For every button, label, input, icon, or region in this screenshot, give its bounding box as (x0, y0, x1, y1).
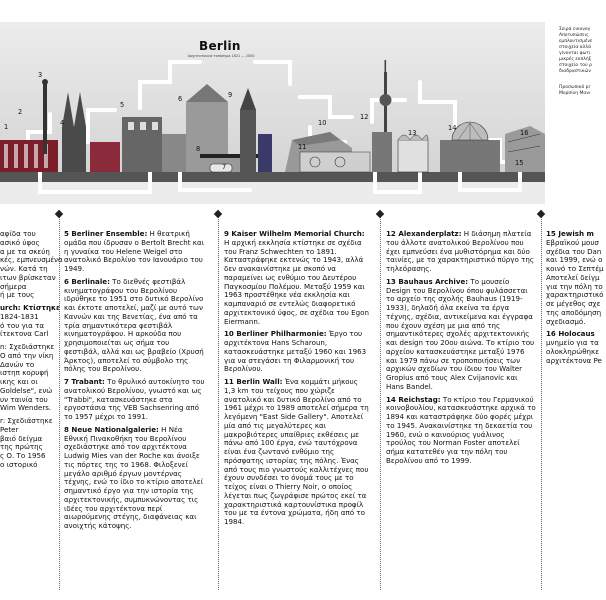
text-line: ο ιστορικό (0, 459, 38, 469)
divider-marker-icon (55, 210, 63, 218)
entry-heading: 14 Reichstag: (386, 394, 441, 404)
text-line: Ο από την νίκη (0, 350, 54, 360)
text-line: σχεδιασμό. (546, 316, 586, 326)
entry-berlin-wall (224, 378, 371, 527)
column-divider (59, 210, 60, 590)
entry-body: Το θρυλικό αυτοκίνητο του ανατολικού Βερολίνου, γνωστό και ως "Trabbi", κατασκευάστηκε στα εργοστάσια της VEB Sachsenring από το 1957 μέχρι το 1991. (64, 377, 205, 421)
side-note-line: μικρές εκπλήξ (559, 57, 592, 62)
side-note-line: στοιχεία αλλά (559, 45, 592, 50)
text-column-cropped-right (546, 230, 606, 365)
text-line: αφίδα του (0, 229, 36, 238)
text-line: της πρώτης (0, 442, 43, 452)
entry-body: Έργο του αρχιτέκτονα Hans Scharoun, κατασκευάστηκε μεταξύ 1960 και 1963 για να στεγάσει τη Φιλαρμονική του Βερολίνου. (224, 329, 367, 374)
text-line: ίτεκτονα Carl (0, 329, 49, 339)
text-line: ασικό ύφος (0, 237, 40, 247)
text-line: ικης και οι (0, 377, 38, 386)
text-line: ολοκληρώθηκε (546, 346, 600, 356)
entry-neue-nationalgalerie (64, 426, 205, 531)
marker-number: 8 (196, 145, 201, 153)
column-divider (218, 210, 219, 590)
entry-heading: 6 Berlinale: (64, 276, 110, 286)
text-column-1 (64, 230, 205, 535)
entry-heading: 13 Bauhaus Archive: (386, 276, 469, 286)
side-note-credit: Προσωπικό pr (559, 85, 591, 90)
text-line: αρχιτέκτονα Pe (546, 355, 602, 365)
side-note-line: διαδραστικών (559, 69, 591, 74)
illustration-title: Berlin (199, 39, 241, 53)
entry-bauhaus-archive (386, 278, 536, 392)
entry-berliner-philharmonie (224, 330, 371, 374)
text-column-2 (224, 230, 371, 531)
marker-number: 11 (298, 143, 307, 151)
entry-body: Ένα κομμάτι μήκους 1,3 km του τείχους που χώριζε ανατολικό και δυτικό Βερολίνο από το 1961 μέχρι το 1989 αποτελεί σήμερα τη λεγόμενη "East Side Gallery". Αποτελεί μία από τις μεγαλύτερες και μακροβιότερες υπαίθριες εκθέσεις με πάνω από 100 έργα, ενώ ταυτόχρονα είναι ένα ζωντανό ενθύμιο της πρόσφατης ιστορίας της πόλης. Ένας από τους πιο γνωστούς καλλιτέχνες που έχουν συνδέσει το όνομά τους με το τείχος είναι ο Thierry Noir, ο οποίος λέγεται πως ζωγράφισε πρώτος εκεί τα χαρακτηριστικά καρτουνίστικα προφίλ του με τα έντονα χρώματα, ήδη από το 1984. (224, 377, 369, 526)
text-line: και 1999, ενώ ο (546, 255, 603, 265)
skyline-drawing (0, 22, 545, 204)
side-note-credit: Μυρσίνη Μανι (559, 91, 591, 96)
entry-body: Η διάσημη πλατεία του άλλοτε ανατολικού Βερολίνου που έχει εμπνεύσει ένα μυθιστόρημα και δύο ταινίες, με το χαρακτηριστικό πύργο της τηλεόρασης. (386, 229, 535, 273)
entry-body: Η Νέα Εθνική Πινακοθήκη του Βερολίνου σχεδιάστηκε από τον αρχιτέκτονα Ludwig Mies van der Roche και άνοιξε τις πόρτες της το 1968. Φιλοξενεί μεγάλο αριθμό έργων μοντέρνας τέχνης, ενώ το ίδιο το κτίριο αποτελεί σημαντικό έργο για την ιστορία της αρχιτεκτονικής, συμπυκνώνοντας τις ιδέες του αρχιτέκτονα περί αιωρούμενης στέγης, διαφάνειας και ανοιχτής κάτοψης. (64, 424, 203, 530)
marker-number: 6 (178, 95, 183, 103)
text-line: 1824-1831 (0, 311, 39, 321)
entry-body: Το μουσείο Design του Βερολίνου όπου φυλάσσεται το αρχείο της σχολής Bauhaus (1919-1933), δηλαδή όλα εκείνα τα έργα τέχνης, σχέδια, αντικείμενα και έγγραφα που έχουν σχέση με μια από της σημαντικότερες σχολές αρχιτεκτονικής και design του 20ου αιώνα. Το κτίριο του αρχείου κατασκευάστηκε μεταξύ 1976 και 1979 πάνω σε τροποποιήσεις των αρχικών σχεδίων του ίδιου του Walter Gropius από τους Alex Cvijanovic και Hans Bandel. (386, 276, 535, 391)
illustration-subtitle: Αρχιτεκτονικά τοπόσημα 1821 — 2000 (187, 54, 255, 58)
entry-alexanderplatz (386, 230, 536, 274)
text-line: n: Σχεδιάστηκε (0, 342, 55, 351)
divider-marker-icon (537, 210, 545, 218)
entry-reichstag (386, 396, 536, 466)
divider-marker-icon (376, 210, 384, 218)
text-line: Δανών το (0, 359, 35, 369)
marker-number: 7 (222, 163, 227, 171)
text-line: σε μέγεθος σχε (546, 299, 601, 308)
text-line: Goldelse", ενώ (0, 385, 53, 395)
text-line: της αποδόμηση (546, 307, 602, 317)
side-note-line: εμπλουτισμένε (559, 39, 593, 44)
text-line: ιτων βρίσκεταν (0, 272, 56, 282)
text-line: για την πόλη το (546, 281, 603, 291)
column-divider (541, 210, 542, 590)
entry-berliner-ensemble (64, 230, 205, 274)
text-line: Αποτελεί δείγμ (546, 272, 600, 282)
text-line: νών. Κατά τη (0, 264, 48, 273)
text-line: σχέδια του Dan (546, 246, 602, 256)
text-line: σήμερα (0, 281, 27, 291)
entry-berlinale (64, 278, 205, 374)
entry-heading: 9 Kaiser Wilhelm Memorial Church: (224, 229, 365, 238)
side-note-line: Σειρά εικονογ (559, 27, 591, 32)
text-line: ς Ο. Το 1956 (0, 451, 46, 460)
entry-heading: 8 Neue Nationalgalerie: (64, 424, 159, 434)
entry-body: Το διεθνές φεστιβάλ κινηματογράφου του Βερολίνου ιδρύθηκε το 1951 στο δυτικό Βερολίνο και έκτοτε αποτελεί, μαζί με αυτό των Καννών και της Βενετίας, ένα από τα τρία σημαντικότερα φεστιβάλ κινηματογράφου. Η αρκούδα που χρησιμοποιείται ως σήμα του φεστιβάλ, αλλά και ως βραβείο (Χρυσή Άρκτος), αποτελεί το σύμβολο της πόλης του Βερολίνου. (64, 276, 204, 374)
entry-heading: 16 Holocaus (546, 329, 595, 339)
entry-heading: 10 Berliner Philharmonie: (224, 329, 327, 339)
side-note-line: Αποτυπώσεις (559, 33, 589, 38)
entry-heading: 12 Alexanderplatz: (386, 229, 462, 238)
text-line: βαιό δείγμα (0, 433, 43, 443)
entry-trabant (64, 378, 205, 422)
marker-number: 3 (38, 71, 43, 79)
text-line: κοινό το Σεπτέμ (546, 264, 604, 273)
text-line: Wim Wenders. (0, 403, 52, 413)
side-note-line: γίνονται φωτι (559, 51, 591, 56)
berlin-skyline-illustration (0, 22, 545, 204)
text-line: ό του για τα (0, 320, 45, 330)
text-column-3 (386, 230, 536, 470)
marker-number: 9 (228, 91, 233, 99)
marker-number: 13 (408, 129, 417, 137)
side-note-line: στοιχείο του ρ (559, 63, 592, 68)
text-line: χαρακτηριστικό (546, 290, 604, 300)
entry-fragment (0, 417, 52, 470)
text-column-cropped-left (0, 229, 63, 470)
marker-number: 15 (515, 159, 524, 167)
marker-number: 12 (360, 113, 369, 121)
marker-number: 5 (120, 101, 125, 109)
entry-fragment (0, 342, 55, 413)
entry-fragment (0, 303, 60, 339)
text-line: α με τα σκεύη (0, 246, 50, 256)
text-line: υν ταινία του (0, 394, 48, 404)
text-line: Peter (0, 424, 19, 434)
text-line: ή με τους (0, 290, 35, 300)
entry-heading: 7 Trabant: (64, 377, 105, 386)
entry-body: Το κτίριο του Γερμανικού κοινοβουλίου, κατασκευάστηκε αρχικά το 1894 και καταστράφηκε δύο φορές μέχρι το 1945. Ανακαινίστηκε τη δεκαετία του 1960, ενώ ο καινούριος γυάλινος τρούλος του Norman Foster αποτελεί σήμα κατατεθέν για την πόλη του Βερολίνου από το 1999. (386, 394, 536, 465)
marker-number: 16 (520, 129, 529, 137)
text-line: μνημείο για τα (546, 338, 599, 347)
text-line: ιστηπ κορυφή (0, 368, 49, 378)
text-line: urch: Κτίστηκε (0, 303, 60, 312)
entry-fragment (0, 229, 63, 300)
entry-body: Η αρχική εκκλησία κτίστηκε σε σχέδια του Franz Schwechten το 1891. Καταστράφηκε εκτενώς το 1943, αλλά δεν ανακαινίστηκε με σκοπό να παραμείνει ως ενθύμιο του Δευτέρου Παγκοσμίου Πολέμου. Μεταξύ 1959 και 1963 προστέθηκε νέα εκκλησία και καμπαναριό σε εντελώς διαφορετικό αρχιτεκτονικό ύφος, σε σχέδια του Egon Eiermann. (224, 237, 369, 326)
column-divider (380, 210, 381, 590)
side-note (559, 27, 600, 97)
entry-heading: 15 Jewish m (546, 229, 594, 238)
divider-marker-icon (214, 210, 222, 218)
marker-number: 1 (4, 123, 9, 131)
marker-number: 14 (448, 124, 457, 132)
entry-kaiser-wilhelm-church (224, 230, 371, 326)
marker-number: 4 (60, 119, 65, 127)
marker-number: 10 (318, 119, 327, 127)
text-line: κές, εμπνευσμένα (0, 255, 63, 265)
entry-body: Η θεατρική ομάδα που ίδρυσαν ο Bertolt Brecht και η γυναίκα του Helene Weigel στο ανατολικό Βερολίνο τον Ιανουάριο του 1949. (64, 229, 205, 273)
marker-number: 2 (18, 108, 23, 116)
entry-heading: 5 Berliner Ensemble: (64, 229, 148, 238)
text-line: Εβραϊκού μουσ (546, 237, 599, 247)
text-line: r: Σχεδιάστηκε (0, 416, 53, 425)
entry-heading: 11 Berlin Wall: (224, 377, 283, 386)
